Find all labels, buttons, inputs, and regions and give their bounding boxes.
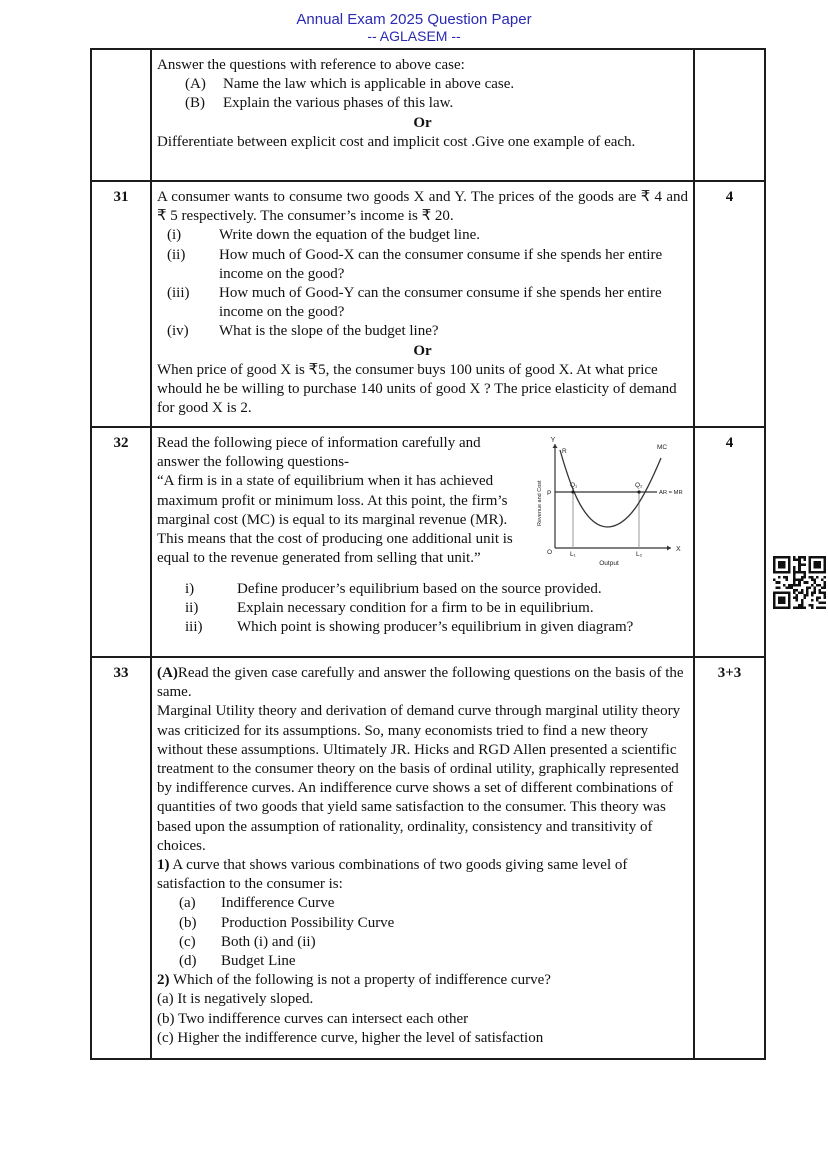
intro-text: Read the given case carefully and answer the following questions on the basis of the same. [157,665,684,701]
or-separator: Or [413,114,432,131]
question-body-cell [151,181,694,427]
sub-question-label: (iv) [167,323,189,340]
sub-question-text: Which point is showing producer’s equilibrium in given diagram? [237,619,634,636]
option-text: Budget Line [221,953,296,970]
question-number-cell: 33 [91,657,151,1059]
sub-question-label: (i) [167,227,182,244]
mcq2-text: Which of the following is not a property of indifference curve? [169,972,551,989]
point-q2-label: Q₂ [635,482,643,489]
sub-question [185,618,688,637]
question-number-cell: 32 [91,427,151,657]
case-quote: “A firm is in a state of equilibrium when it has achieved maximum profit or minimum loss. At this point, the firm’s marginal cost (MC) is equal to its marginal revenue (MR). This means that the cost of producing one additional unit is equal to the revenue generated from selling that unit.” [157,473,513,567]
table-row [91,181,765,427]
option-label: (d) [179,953,197,970]
mcq-option [179,933,688,952]
option-text: Both (i) and (ii) [221,933,316,950]
price-label: P [547,490,552,497]
mcq-option: (b) Two indifference curves can intersect each other [157,1010,469,1027]
mcq1-stem [157,856,688,894]
sub-question [167,284,688,322]
mcq-option [179,914,688,933]
y-axis-label: Y [550,437,556,444]
option-text: Production Possibility Curve [221,914,395,931]
question-body-cell [151,49,694,181]
marks-cell: 4 [694,181,765,427]
marks-cell: 4 [694,427,765,657]
mcq-option: (c) Higher the indifference curve, higher the level of satisfaction [157,1029,544,1046]
sub-question-label: (B) [185,95,205,112]
sub-question-text: Write down the equation of the budget line. [219,227,480,244]
mcq2-number: 2) [157,972,170,989]
mcq2-stem [157,971,688,990]
question-body-cell [151,427,694,657]
sub-question-text: Explain necessary condition for a firm to be in equilibrium. [237,600,594,617]
question-intro: Read the following piece of information carefully and answer the following questions- [157,435,481,471]
case-text: Marginal Utility theory and derivation of demand curve through marginal utility theory was criticized for its assumptions. So, many economists tried to find a new theory without these assumptions. Ultimately JR. Hicks and RGD Allen presented a scientific treatment to the consumer theory on the basis of ordinal utility, graphically represented by indifference curves. An indifference curve shows a set of different combinations of quantities of two goods that yield same satisfaction to the consumer. This theory was based upon the assumption of rationality, ordinality, consistency and transitivity of choices. [157,703,681,854]
mcq-option: (a) It is negatively sloped. [157,991,314,1008]
question-number-cell: 31 [91,181,151,427]
sub-question-label: (iii) [167,285,190,302]
equilibrium-point-1 [571,490,574,493]
mc-curve-label: MC [657,444,668,451]
sub-question-text: Name the law which is applicable in above case. [223,76,515,93]
alternative-question: When price of good X is ₹5, the consumer buys 100 units of good X. At what price whould he be willing to purchase 140 units of good X ? The price elasticity of demand for good X is 2. [157,361,677,417]
question-number-cell [91,49,151,181]
equilibrium-point-2 [637,490,640,493]
sub-question-label: (ii) [167,246,186,263]
sub-question-text: How much of Good-X can the consumer consume if she spends her entire income on the good? [219,246,663,282]
question-body-cell [151,657,694,1059]
sub-question-text: What is the slope of the budget line? [219,323,439,340]
producer-equilibrium-diagram [533,434,688,576]
sub-question-text: Explain the various phases of this law. [223,95,454,112]
ar-mr-label: AR = MR [659,490,683,496]
page-header [0,10,828,44]
sub-question [185,94,688,113]
foot-l1-label: L₁ [570,551,576,558]
alternative-question: Differentiate between explicit cost and implicit cost .Give one example of each. [157,133,636,150]
question-intro [157,664,688,702]
table-row [91,657,765,1059]
option-text: Indifference Curve [221,895,335,912]
qr-code [773,556,826,609]
mcq1-number: 1) [157,857,170,874]
or-separator: Or [413,342,432,359]
mcq-option [179,894,688,913]
foot-l2-label: L₂ [636,551,643,558]
sub-question [185,599,688,618]
table-row [91,427,765,657]
sub-question-label: (A) [185,76,206,93]
x-axis-arrow [667,546,671,551]
question-intro: A consumer wants to consume two goods X and Y. The prices of the goods are ₹ 4 and ₹ 5 respectively. The consumer’s income is ₹ 20. [157,189,688,225]
marks-cell: 3+3 [694,657,765,1059]
question-intro: Answer the questions with reference to above case: [157,57,465,73]
sub-question [167,322,688,341]
sub-question-label: i) [185,581,195,597]
sub-question-text: How much of Good-Y can the consumer consume if she spends her entire income on the good? [219,285,662,321]
question-table [90,48,766,1060]
page-subtitle: -- AGLASEM -- [367,28,461,44]
revenue-cost-label: Revenue and Cost [537,480,543,526]
option-label: (b) [179,914,197,931]
output-label: Output [599,560,619,567]
x-axis-label: X [676,546,681,553]
sub-question [185,580,688,599]
sub-question [167,226,688,245]
y-axis-arrow [553,444,558,448]
mcq1-text: A curve that shows various combinations of two goods giving same level of satisfaction to the consumer is: [157,857,628,893]
origin-label: O [547,549,553,556]
mcq-option [179,952,688,971]
point-q1-label: Q₁ [570,482,578,489]
sub-question-label: iii) [185,619,203,636]
part-label: (A) [157,665,178,681]
page-title: Annual Exam 2025 Question Paper [296,11,532,28]
curve-start-label: R [562,448,567,455]
sub-question-label: ii) [185,600,199,617]
table-row [91,49,765,181]
option-label: (a) [179,895,196,912]
sub-question [167,246,688,284]
sub-question [185,75,688,94]
marks-cell [694,49,765,181]
option-label: (c) [179,933,196,950]
sub-question-text: Define producer’s equilibrium based on the source provided. [237,581,602,597]
